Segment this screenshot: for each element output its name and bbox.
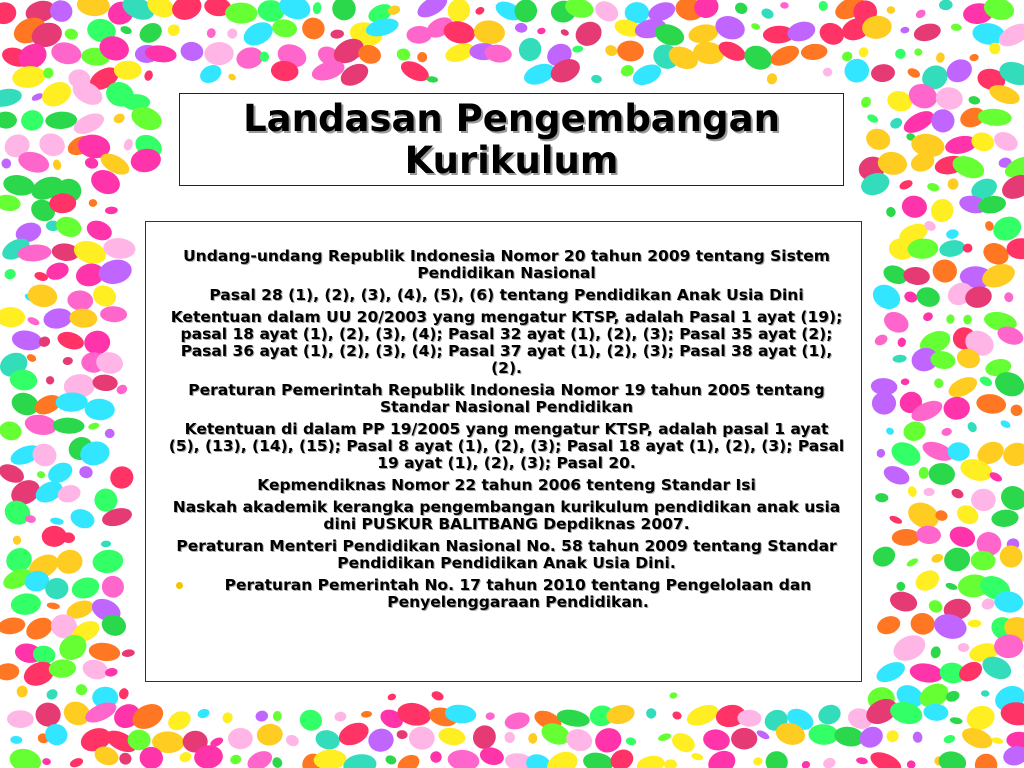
decorative-dot — [881, 308, 913, 337]
decorative-dot — [885, 426, 895, 436]
decorative-dot — [912, 566, 943, 594]
decorative-dot — [702, 728, 732, 753]
decorative-dot — [945, 582, 958, 592]
decorative-dot — [105, 429, 115, 439]
decorative-dot — [931, 258, 959, 285]
decorative-dot — [26, 316, 40, 327]
decorative-dot — [969, 53, 979, 62]
decorative-dot — [76, 0, 111, 17]
decorative-dot — [430, 690, 445, 702]
decorative-dot — [973, 752, 999, 768]
decorative-dot — [938, 238, 966, 259]
decorative-dot — [0, 419, 24, 443]
decorative-dot — [1001, 743, 1024, 768]
decorative-dot — [873, 333, 889, 348]
decorative-dot — [815, 701, 843, 727]
decorative-dot — [398, 57, 432, 85]
decorative-dot — [968, 620, 981, 628]
decorative-dot — [229, 753, 242, 765]
decorative-dot — [105, 206, 118, 214]
decorative-dot — [914, 284, 942, 309]
list-item: Ketentuan dalam UU 20/2003 yang mengatur KTSP, adalah Pasal 1 ayat (19); pasal 18 ayat (1), (2), (3), (4); Pasal 32 ayat (1), (2), (3); Pasal 35 ayat (2); Pasal 36 ayat (1), (2), (3), (4); Pasal 37 ayat (1), (2), (3); Pasal 38 ayat (1), (2). — [170, 308, 843, 377]
decorative-dot — [46, 376, 54, 385]
decorative-dot — [3, 268, 17, 281]
decorative-dot — [887, 6, 896, 14]
decorative-dot — [417, 52, 427, 63]
decorative-dot — [619, 63, 635, 78]
decorative-dot — [909, 611, 936, 636]
decorative-dot — [733, 1, 749, 16]
decorative-dot — [0, 0, 18, 26]
decorative-dot — [635, 753, 666, 768]
decorative-dot — [922, 311, 935, 323]
decorative-dot — [888, 438, 925, 471]
decorative-dot — [408, 726, 435, 750]
decorative-dot — [537, 27, 546, 35]
decorative-dot — [166, 23, 181, 37]
decorative-dot — [10, 735, 23, 744]
decorative-dot — [1006, 732, 1024, 749]
decorative-dot — [912, 21, 943, 44]
decorative-dot — [330, 29, 344, 39]
decorative-dot — [71, 237, 109, 267]
decorative-dot — [42, 306, 74, 331]
list-item: Peraturan Pemerintah Republik Indonesia Nomor 19 tahun 2005 tentang Standar Nasional Pendidikan — [188, 381, 825, 416]
decorative-dot — [664, 759, 678, 768]
decorative-dot — [221, 711, 235, 725]
decorative-dot — [118, 752, 133, 766]
decorative-dot — [991, 736, 1004, 745]
decorative-dot — [83, 329, 112, 356]
decorative-dot — [901, 419, 928, 444]
decorative-dot — [485, 712, 495, 720]
decorative-dot — [7, 746, 43, 768]
decorative-dot — [69, 756, 85, 768]
decorative-dot — [941, 427, 953, 437]
decorative-dot — [975, 392, 1007, 415]
decorative-dot — [396, 730, 408, 740]
decorative-dot — [19, 108, 45, 132]
decorative-dot — [889, 630, 929, 665]
list-item: Naskah akademik kerangka pengembangan kurikulum pendidikan anak usia dini PUSKUR BALITBANG Depdiknas 2007. — [172, 498, 841, 533]
decorative-dot — [766, 72, 779, 85]
decorative-dot — [945, 314, 955, 325]
decorative-dot — [227, 72, 237, 81]
decorative-dot — [254, 709, 269, 723]
decorative-dot — [10, 592, 42, 616]
decorative-dot — [13, 535, 22, 545]
decorative-dot — [119, 25, 132, 36]
decorative-dot — [903, 290, 919, 304]
decorative-dot — [822, 756, 838, 768]
decorative-dot — [731, 728, 757, 750]
decorative-dot — [1003, 291, 1014, 303]
decorative-dot — [949, 716, 963, 725]
decorative-dot — [437, 726, 467, 747]
decorative-dot — [256, 722, 284, 747]
decorative-dot — [122, 138, 134, 152]
decorative-dot — [101, 540, 112, 547]
decorative-dot — [169, 0, 205, 24]
decorative-dot — [941, 544, 973, 574]
decorative-dot — [895, 48, 906, 59]
decorative-dot — [136, 19, 165, 47]
decorative-dot — [0, 616, 27, 637]
decorative-dot — [896, 581, 906, 591]
decorative-dot — [669, 729, 698, 756]
decorative-dot — [335, 718, 372, 749]
decorative-dot — [898, 178, 914, 191]
decorative-dot — [473, 19, 506, 46]
decorative-dot — [366, 726, 396, 754]
decorative-dot — [896, 337, 907, 348]
decorative-dot — [800, 43, 828, 61]
decorative-dot — [900, 26, 910, 33]
decorative-dot — [62, 356, 73, 365]
decorative-dot — [447, 748, 481, 768]
decorative-dot — [914, 8, 927, 20]
decorative-dot — [121, 649, 135, 658]
decorative-dot — [991, 128, 1021, 154]
decorative-dot — [947, 523, 978, 550]
decorative-dot — [89, 281, 120, 310]
decorative-dot — [822, 67, 832, 77]
bullet-list-item — [168, 577, 845, 616]
decorative-dot — [929, 107, 957, 135]
decorative-dot — [916, 525, 942, 545]
decorative-dot — [888, 589, 920, 615]
decorative-dot — [998, 544, 1024, 570]
decorative-dot — [590, 74, 602, 84]
decorative-dot — [0, 111, 17, 129]
decorative-dot — [928, 196, 957, 226]
decorative-dot — [74, 682, 89, 697]
list-item: Undang-undang Republik Indonesia Nomor 20 tahun 2009 tentang Sistem Pendidikan Nasional — [183, 247, 830, 282]
decorative-dot — [969, 130, 996, 153]
decorative-dot — [881, 463, 912, 488]
decorative-dot — [206, 27, 218, 39]
decorative-dot — [84, 398, 115, 420]
decorative-dot — [299, 15, 327, 43]
decorative-dot — [939, 0, 953, 11]
decorative-dot — [892, 354, 907, 363]
decorative-dot — [866, 113, 880, 125]
decorative-dot — [78, 465, 94, 480]
decorative-dot — [572, 45, 584, 53]
decorative-dot — [26, 282, 59, 309]
decorative-dot — [196, 708, 210, 720]
decorative-dot — [912, 731, 923, 744]
decorative-dot — [687, 22, 720, 46]
decorative-dot — [872, 391, 897, 415]
decorative-dot — [112, 112, 126, 125]
decorative-dot — [929, 645, 942, 659]
decorative-dot — [52, 417, 84, 434]
decorative-dot — [818, 1, 828, 11]
decorative-dot — [923, 488, 935, 497]
decorative-dot — [271, 756, 284, 768]
decorative-dot — [91, 548, 125, 575]
decorative-dot — [868, 280, 904, 314]
decorative-dot — [560, 28, 570, 37]
decorative-dot — [42, 758, 52, 766]
decorative-dot — [582, 750, 615, 768]
decorative-dot — [564, 726, 595, 754]
decorative-dot — [979, 260, 1018, 292]
decorative-dot — [45, 111, 78, 130]
decorative-dot — [35, 702, 61, 727]
decorative-dot — [143, 69, 154, 82]
decorative-dot — [902, 266, 931, 287]
decorative-dot — [918, 467, 929, 480]
decorative-dot — [968, 95, 981, 105]
decorative-dot — [88, 641, 122, 663]
decorative-dot — [16, 685, 28, 698]
list-item: Pasal 28 (1), (2), (3), (4), (5), (6) tentang Pendidikan Anak Usia Dini — [209, 286, 804, 304]
decorative-dot — [980, 239, 1012, 269]
decorative-dot — [69, 308, 98, 329]
decorative-dot — [937, 749, 968, 768]
decorative-dot — [900, 194, 928, 220]
decorative-dot — [1007, 238, 1024, 259]
decorative-dot — [504, 731, 515, 743]
decorative-dot — [429, 750, 443, 764]
slide-title: Landasan Pengembangan Kurikulum — [243, 96, 780, 182]
decorative-dot — [935, 52, 945, 64]
decorative-dot — [118, 687, 130, 700]
decorative-dot — [870, 63, 895, 83]
decorative-dot — [888, 514, 903, 525]
decorative-dot — [227, 28, 238, 39]
decorative-dot — [691, 752, 704, 761]
decorative-dot — [272, 711, 282, 722]
decorative-dot — [856, 757, 869, 765]
decorative-dot — [88, 422, 100, 431]
decorative-dot — [943, 734, 956, 745]
decorative-dot — [394, 751, 422, 768]
decorative-dot — [906, 66, 921, 79]
decorative-dot — [528, 733, 538, 745]
decorative-dot — [946, 177, 960, 191]
decorative-dot — [510, 0, 541, 26]
decorative-dot — [114, 61, 142, 80]
decorative-dot — [503, 710, 532, 732]
decorative-dot — [885, 206, 897, 219]
decorative-dot — [7, 710, 34, 728]
decorative-dot — [875, 493, 889, 503]
list-item: Peraturan Pemerintah No. 17 tahun 2010 tentang Pengelolaan dan Penyelenggaraan Pendidikan. — [224, 576, 812, 611]
decorative-dot — [935, 86, 964, 111]
decorative-dot — [313, 749, 347, 768]
decorative-dot — [750, 22, 761, 31]
decorative-dot — [927, 598, 945, 615]
decorative-dot — [46, 602, 60, 610]
decorative-dot — [926, 182, 940, 193]
decorative-dot — [54, 547, 86, 577]
decorative-dot — [44, 260, 71, 283]
decorative-dot — [68, 506, 97, 532]
decorative-dot — [905, 557, 919, 569]
decorative-dot — [52, 159, 63, 172]
title-box — [179, 93, 844, 186]
decorative-dot — [45, 687, 60, 701]
decorative-dot — [1, 172, 36, 198]
decorative-dot — [888, 116, 904, 131]
decorative-dot — [165, 708, 194, 734]
decorative-dot — [740, 41, 776, 74]
decorative-dot — [801, 760, 812, 768]
decorative-dot — [228, 728, 254, 750]
decorative-dot — [966, 420, 979, 433]
decorative-dot — [657, 732, 672, 742]
decorative-dot — [179, 40, 204, 62]
decorative-dot — [0, 157, 12, 169]
decorative-dot — [84, 156, 100, 170]
decorative-dot — [914, 48, 923, 57]
decorative-dot — [617, 40, 645, 62]
decorative-dot — [999, 419, 1011, 430]
decorative-dot — [684, 701, 721, 730]
decorative-dot — [0, 193, 22, 213]
decorative-dot — [712, 12, 748, 43]
decorative-dot — [907, 485, 919, 498]
decorative-dot — [107, 463, 136, 491]
decorative-dot — [625, 736, 637, 746]
decorative-dot — [53, 214, 84, 241]
decorative-dot — [100, 306, 128, 323]
decorative-dot — [469, 721, 500, 752]
decorative-dot — [92, 374, 118, 392]
decorative-dot — [50, 517, 65, 526]
decorative-dot — [0, 662, 20, 681]
decorative-dot — [780, 2, 789, 9]
decorative-dot — [892, 529, 921, 547]
decorative-dot — [755, 729, 770, 742]
decorative-dot — [958, 643, 969, 652]
decorative-dot — [10, 328, 44, 352]
decorative-dot — [197, 61, 225, 86]
decorative-dot — [384, 754, 397, 766]
decorative-dot — [396, 47, 412, 62]
decorative-dot — [908, 661, 944, 685]
decorative-dot — [669, 692, 678, 700]
decorative-dot — [867, 748, 904, 768]
decorative-dot — [89, 199, 98, 207]
decorative-dot — [752, 756, 764, 767]
decorative-dot — [71, 109, 107, 138]
decorative-dot — [515, 34, 545, 64]
decorative-dot — [951, 23, 962, 31]
decorative-dot — [945, 228, 959, 240]
decorative-dot — [313, 728, 342, 753]
decorative-dot — [950, 487, 965, 500]
decorative-dot — [244, 747, 275, 768]
decorative-dot — [671, 710, 683, 721]
decorative-dot — [102, 237, 136, 260]
decorative-dot — [474, 5, 486, 16]
decorative-dot — [764, 749, 790, 768]
decorative-dot — [875, 448, 886, 459]
decorative-dot — [945, 373, 980, 401]
decorative-dot — [67, 289, 94, 311]
decorative-dot — [884, 728, 900, 744]
decorative-dot — [933, 377, 945, 389]
bullet-dot-icon — [176, 582, 183, 589]
decorative-dot — [1000, 439, 1024, 469]
decorative-dot — [863, 126, 893, 153]
decorative-dot — [604, 43, 619, 57]
decorative-dot — [930, 553, 944, 565]
decorative-dot — [329, 0, 360, 24]
decorative-dot — [997, 481, 1024, 514]
decorative-dot — [361, 711, 373, 719]
decorative-dot — [869, 543, 898, 570]
decorative-dot — [334, 711, 347, 722]
decorative-dot — [1009, 403, 1024, 417]
content-box — [145, 221, 862, 682]
decorative-dot — [645, 707, 657, 719]
decorative-dot — [857, 46, 870, 59]
decorative-dot — [873, 658, 908, 686]
decorative-dot — [906, 759, 916, 768]
decorative-dot — [342, 752, 378, 768]
list-item: Kepmendiknas Nomor 22 tahun 2006 tenteng Standar Isi — [257, 476, 756, 494]
decorative-dot — [571, 17, 606, 50]
decorative-dot — [36, 470, 46, 479]
decorative-dot — [943, 396, 971, 420]
decorative-dot — [204, 41, 234, 65]
decorative-dot — [178, 750, 193, 763]
decorative-dot — [387, 693, 397, 702]
decorative-dot — [312, 2, 322, 15]
decorative-dot — [760, 7, 775, 21]
decorative-dot — [991, 509, 1020, 529]
list-item: Ketentuan di dalam PP 19/2005 yang mengatur KTSP, adalah pasal 1 ayat (5), (13), (14), (15); Pasal 8 ayat (1), (2), (3); Pasal 18 ayat (1), (2), (3); Pasal 19 ayat (1), (2), (3); Pasal 20. — [168, 420, 845, 472]
decorative-dot — [515, 23, 528, 33]
decorative-dot — [0, 307, 25, 328]
decorative-dot — [22, 613, 56, 644]
decorative-dot — [971, 488, 996, 511]
decorative-dot — [981, 690, 990, 697]
decorative-dot — [0, 86, 23, 109]
decorative-dot — [767, 42, 802, 70]
decorative-dot — [55, 329, 86, 353]
decorative-dot — [875, 613, 903, 637]
decorative-dot — [64, 27, 79, 41]
decorative-dot — [11, 64, 47, 89]
decorative-dot — [901, 378, 910, 385]
decorative-dot — [98, 572, 127, 601]
decorative-dot — [859, 95, 873, 109]
decorative-dot — [128, 699, 167, 734]
decorative-dot — [978, 375, 993, 388]
decorative-dot — [928, 462, 956, 486]
decorative-dot — [69, 574, 102, 601]
decorative-dot — [963, 315, 972, 325]
list-item: Peraturan Menteri Pendidikan Nasional No. 58 tahun 2009 tentang Standar Pendidikan Pendidikan Anak Usia Dini. — [176, 537, 837, 572]
decorative-dot — [284, 733, 300, 748]
decorative-dot — [297, 706, 325, 733]
